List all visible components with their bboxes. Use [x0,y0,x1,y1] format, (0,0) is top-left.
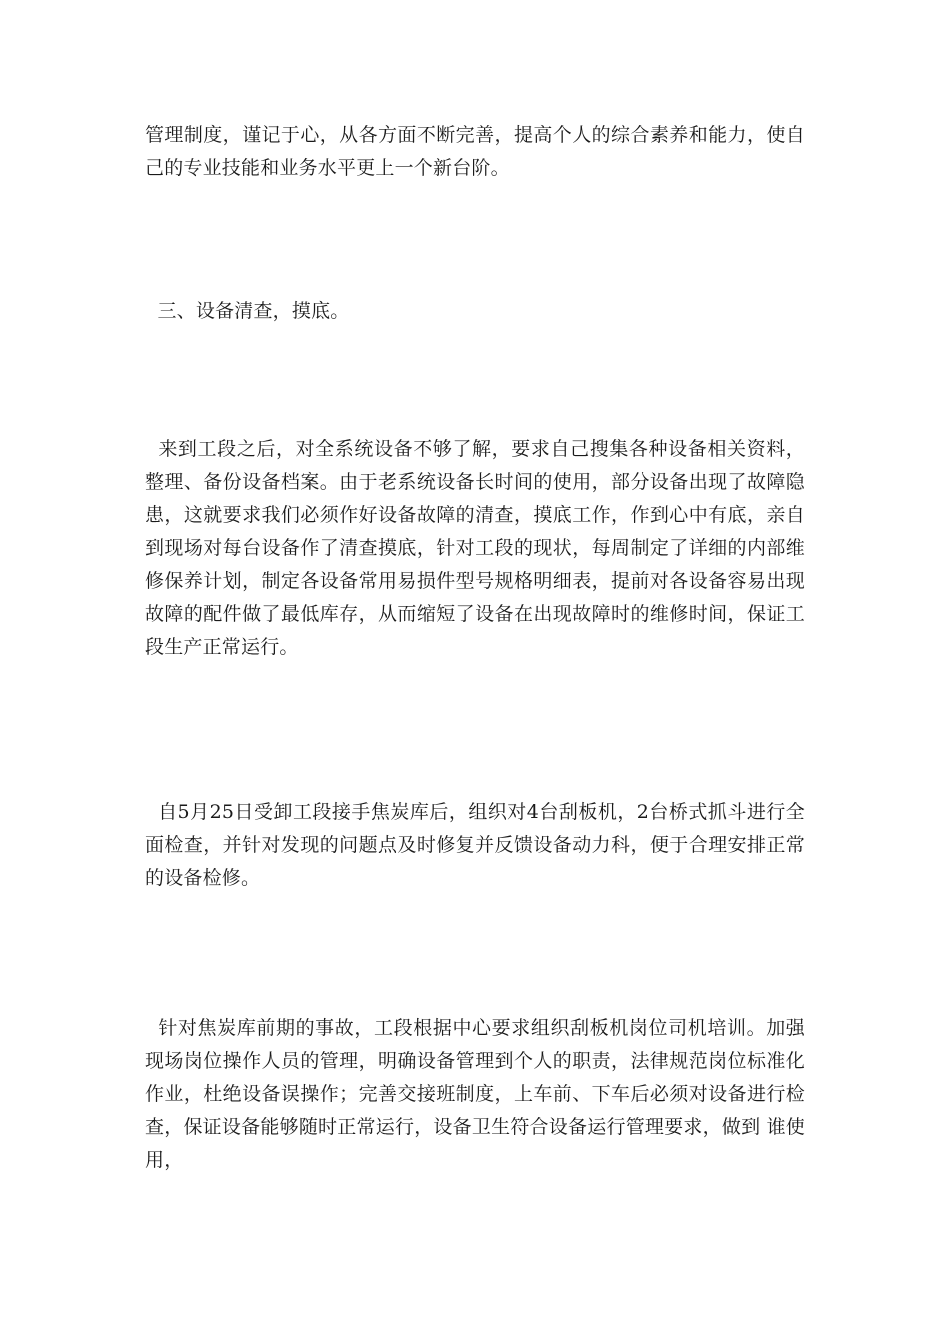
paragraph-management-system: 管理制度，谨记于心，从各方面不断完善，提高个人的综合素养和能力，使自己的专业技能和业务水平更上一个新台阶。 [145,124,805,179]
paragraph-coke-warehouse-takeover: 自5月25日受卸工段接手焦炭库后，组织对4台刮板机，2台桥式抓斗进行全面检查，并针对发现的问题点及时修复并反馈设备动力科，便于合理安排正常的设备检修。 [145,801,805,889]
section-heading-equipment-inventory: 三、设备清查，摸底。 [145,300,350,322]
paragraph-equipment-check: 来到工段之后，对全系统设备不够了解，要求自己搜集各种设备相关资料，整理、备份设备档案。由于老系统设备长时间的使用，部分设备出现了故障隐患，这就要求我们必须作好设备故障的清查，摸底工作，作到心中有底，亲自到现场对每台设备作了清查摸底，针对工段的现状，每周制定了详细的内部维修保养计划，制定各设备常用易损件型号规格明细表，提前对各设备容易出现故障的配件做了最低库存，从而缩短了设备在出现故障时的维修时间，保证工段生产正常运行。 [145,438,806,658]
paragraph-operator-training: 针对焦炭库前期的事故，工段根据中心要求组织刮板机岗位司机培训。加强现场岗位操作人员的管理，明确设备管理到个人的职责，法律规范岗位标准化作业，杜绝设备误操作；完善交接班制度，上车前、下车后必须对设备进行检查，保证设备能够随时正常运行，设备卫生符合设备运行管理要求，做到 谁使用， [145,1017,806,1171]
